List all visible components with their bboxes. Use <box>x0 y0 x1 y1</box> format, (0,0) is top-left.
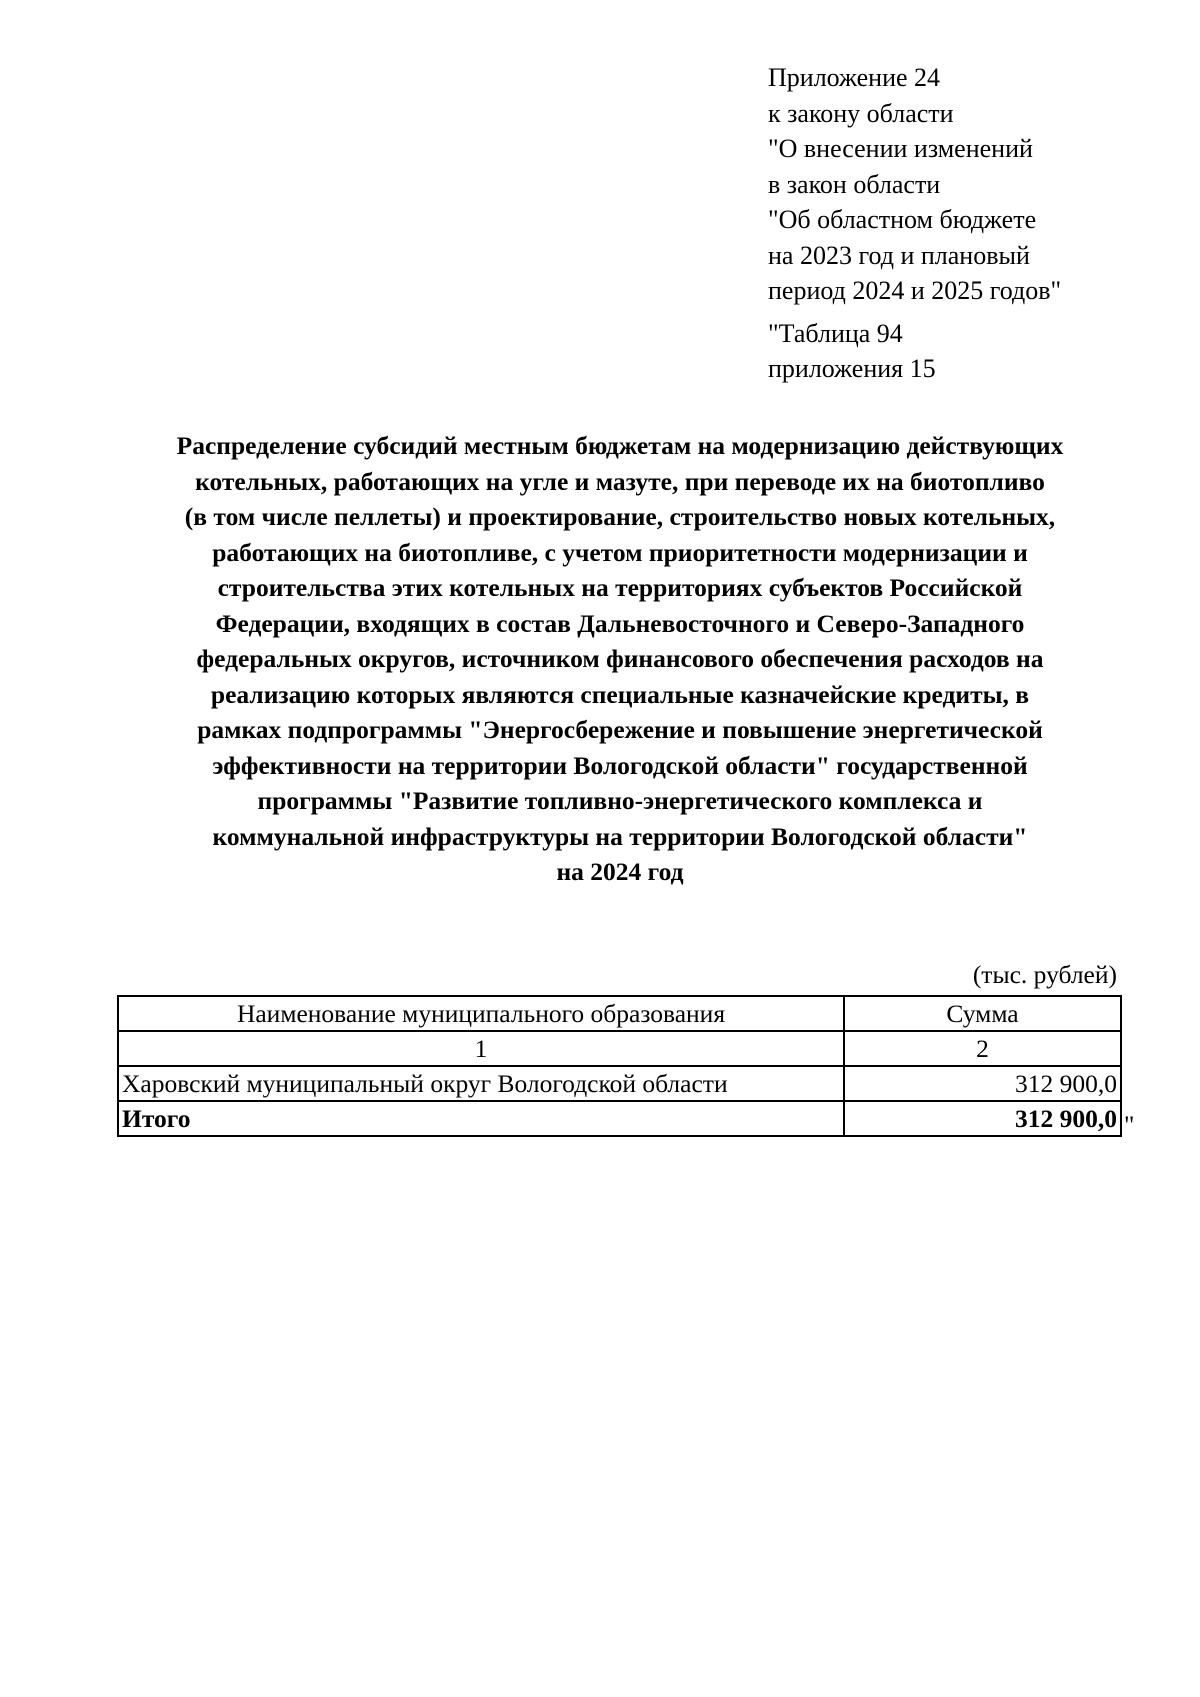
header-municipality: Наименование муниципального образования <box>118 996 844 1031</box>
municipality-name-cell: Харовский муниципальный округ Вологодской области <box>118 1066 844 1101</box>
title-line: федеральных округов, источником финансового обеспечения расходов на <box>196 644 1044 673</box>
appendix-line: "Об областном бюджете <box>768 205 1037 234</box>
title-line: Федерации, входящих в состав Дальневосточного и Северо-Западного <box>215 608 1025 638</box>
title-line: работающих на биотопливе, с учетом приоритетности модернизации и <box>212 537 1028 567</box>
appendix-block <box>768 60 1188 387</box>
closing-quote-mark: " <box>1124 1110 1135 1139</box>
header-amount: Сумма <box>844 996 1121 1031</box>
appendix-line: в закон области <box>768 169 941 199</box>
table-reference-line: "Таблица 94 <box>768 318 903 348</box>
document-title <box>100 428 1140 890</box>
appendix-line: период 2024 и 2025 годов" <box>768 276 1062 305</box>
appendix-line: Приложение 24 <box>768 63 941 92</box>
total-amount-cell: 312 900,0 <box>844 1101 1121 1136</box>
title-line: Распределение субсидий местным бюджетам на модернизацию действующих <box>176 431 1064 460</box>
amount-cell: 312 900,0 <box>844 1066 1121 1101</box>
table-reference-line: приложения 15 <box>768 354 936 383</box>
table-header-row <box>118 996 1121 1031</box>
title-line: коммунальной инфраструктуры на территории Вологодской области" <box>212 821 1028 851</box>
title-line: эффективности на территории Вологодской области" государственной <box>212 750 1028 780</box>
units-label: (тыс. рублей) <box>972 960 1117 989</box>
total-label-cell: Итого <box>118 1101 844 1136</box>
title-line: строительства этих котельных на территориях субъектов Российской <box>217 573 1023 602</box>
title-line: программы "Развитие топливно-энергетического комплекса и <box>257 786 983 815</box>
column-number-1: 1 <box>118 1031 844 1066</box>
title-line: (в том числе пеллеты) и проектирование, строительство новых котельных, <box>184 502 1056 531</box>
appendix-line: "О внесении изменений <box>768 134 1033 163</box>
distribution-table <box>117 995 1122 1137</box>
title-line: реализацию которых являются специальные казначейские кредиты, в <box>210 679 1030 709</box>
title-line: котельных, работающих на угле и мазуте, при переводе их на биотопливо <box>195 466 1045 496</box>
table-row <box>118 1066 1121 1101</box>
total-row <box>118 1101 1121 1136</box>
appendix-line: к закону области <box>768 98 954 128</box>
title-line: рамках подпрограммы "Энергосбережение и повышение энергетической <box>197 715 1043 744</box>
title-line: на 2024 год <box>556 857 684 886</box>
column-number-row <box>118 1031 1121 1066</box>
appendix-gap <box>768 309 1188 316</box>
column-number-2: 2 <box>844 1031 1121 1066</box>
appendix-line: на 2023 год и плановый <box>768 240 1030 270</box>
